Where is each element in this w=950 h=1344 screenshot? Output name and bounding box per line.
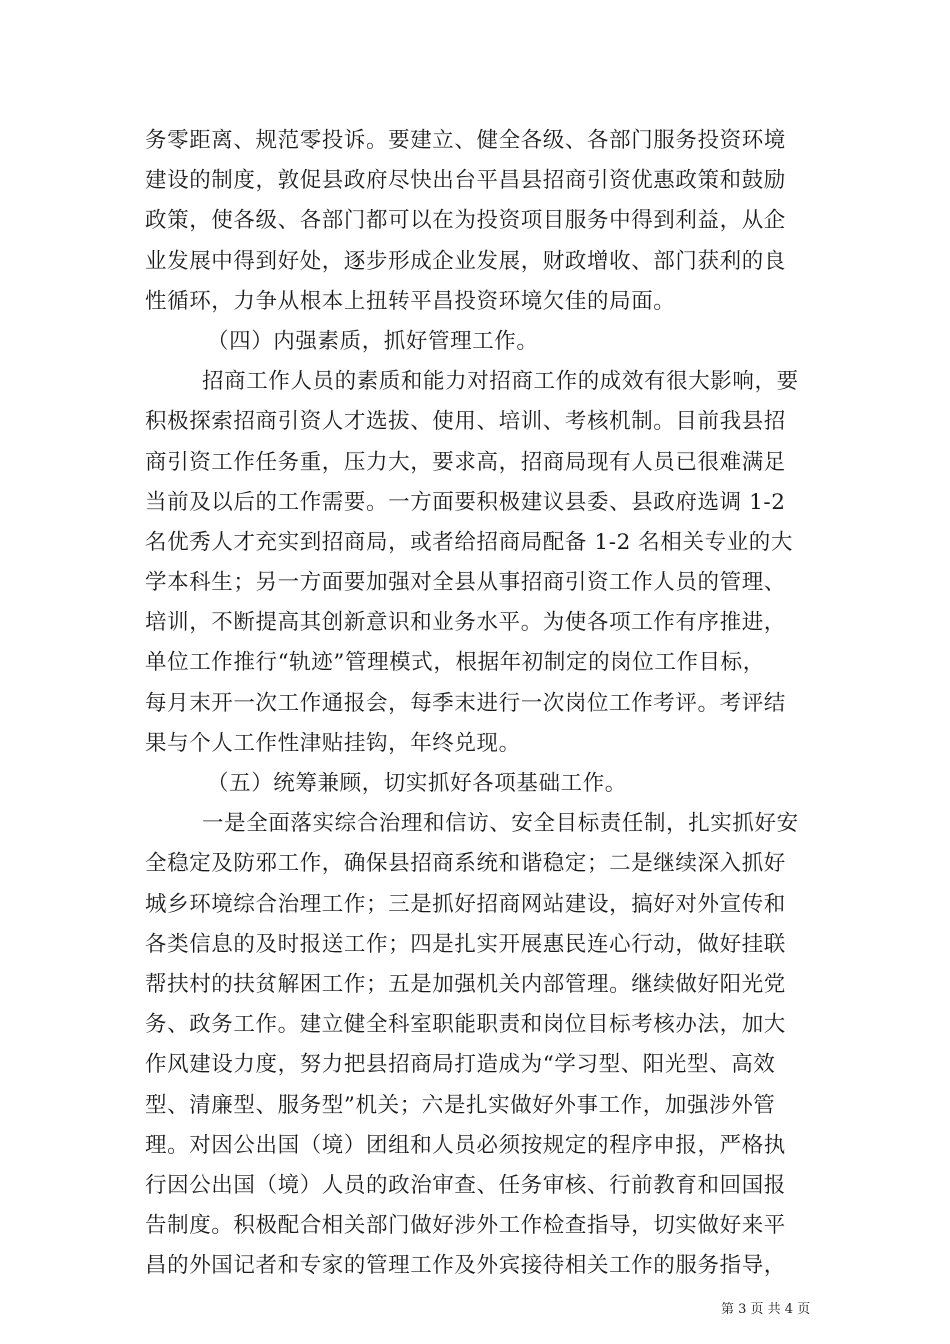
body-line: 积极探索招商引资人才选拔、使用、培训、考核机制。目前我县招 — [145, 409, 786, 435]
body-line: 每月末开一次工作通报会，每季末进行一次岗位工作考评。考评结 — [145, 690, 786, 716]
body-line: 昌的外国记者和专家的管理工作及外宾接待相关工作的服务指导， — [145, 1253, 786, 1279]
body-line: 果与个人工作性津贴挂钩，年终兑现。 — [145, 730, 521, 756]
section-heading-4: （四）内强素质，抓好管理工作。 — [207, 328, 539, 354]
body-line: 当前及以后的工作需要。一方面要积极建议县委、县政府选调 1-2 — [145, 489, 786, 515]
body-line: 理。对因公出国（境）团组和人员必须按规定的程序申报，严格执 — [145, 1132, 786, 1158]
body-line: 业发展中得到好处，逐步形成企业发展，财政增收、部门获利的良 — [145, 248, 786, 274]
body-line: 作风建设力度，努力把县招商局打造成为“学习型、阳光型、高效 — [145, 1052, 776, 1078]
body-line: 务零距离、规范零投诉。要建立、健全各级、各部门服务投资环境 — [145, 128, 786, 153]
body-line: 学本科生；另一方面要加强对全县从事招商引资工作人员的管理、 — [145, 570, 786, 596]
body-line: 型、清廉型、服务型”机关；六是扎实做好外事工作，加强涉外管 — [145, 1092, 776, 1118]
section-heading-5: （五）统筹兼顾，切实抓好各项基础工作。 — [207, 771, 627, 796]
body-line: 单位工作推行“轨迹”管理模式，根据年初制定的岗位工作目标， — [145, 650, 765, 676]
document-body — [145, 121, 813, 1286]
body-line: 商引资工作任务重，压力大，要求高，招商局现有人员已很难满足 — [145, 449, 786, 475]
paragraph-start: 一是全面落实综合治理和信访、安全目标责任制，扎实抓好安 — [202, 811, 799, 837]
page-number-footer: 第 3 页 共 4 页 — [721, 1302, 811, 1317]
body-line: 务、政务工作。建立健全科室职能职责和岗位目标考核办法，加大 — [145, 1012, 786, 1038]
body-line: 培训，不断提高其创新意识和业务水平。为使各项工作有序推进， — [145, 610, 786, 636]
body-line: 帮扶村的扶贫解困工作；五是加强机关内部管理。继续做好阳光党 — [145, 971, 786, 997]
body-line: 政策，使各级、各部门都可以在为投资项目服务中得到利益，从企 — [145, 208, 786, 234]
body-line: 各类信息的及时报送工作；四是扎实开展惠民连心行动，做好挂联 — [145, 931, 786, 957]
body-line: 名优秀人才充实到招商局，或者给招商局配备 1-2 名相关专业的大 — [145, 529, 793, 555]
body-line: 行因公出国（境）人员的政治审查、任务审核、行前教育和回国报 — [145, 1172, 786, 1198]
body-line: 全稳定及防邪工作，确保县招商系统和谐稳定；二是继续深入抓好 — [145, 851, 786, 877]
body-line: 城乡环境综合治理工作；三是抓好招商网站建设，搞好对外宣传和 — [145, 891, 786, 917]
body-line: 告制度。积极配合相关部门做好涉外工作检查指导，切实做好来平 — [145, 1213, 786, 1239]
paragraph-start: 招商工作人员的素质和能力对招商工作的成效有很大影响，要 — [202, 369, 799, 395]
body-line: 建设的制度，敦促县政府尽快出台平昌县招商引资优惠政策和鼓励 — [145, 168, 786, 194]
body-line: 性循环，力争从根本上扭转平昌投资环境欠佳的局面。 — [145, 288, 676, 314]
